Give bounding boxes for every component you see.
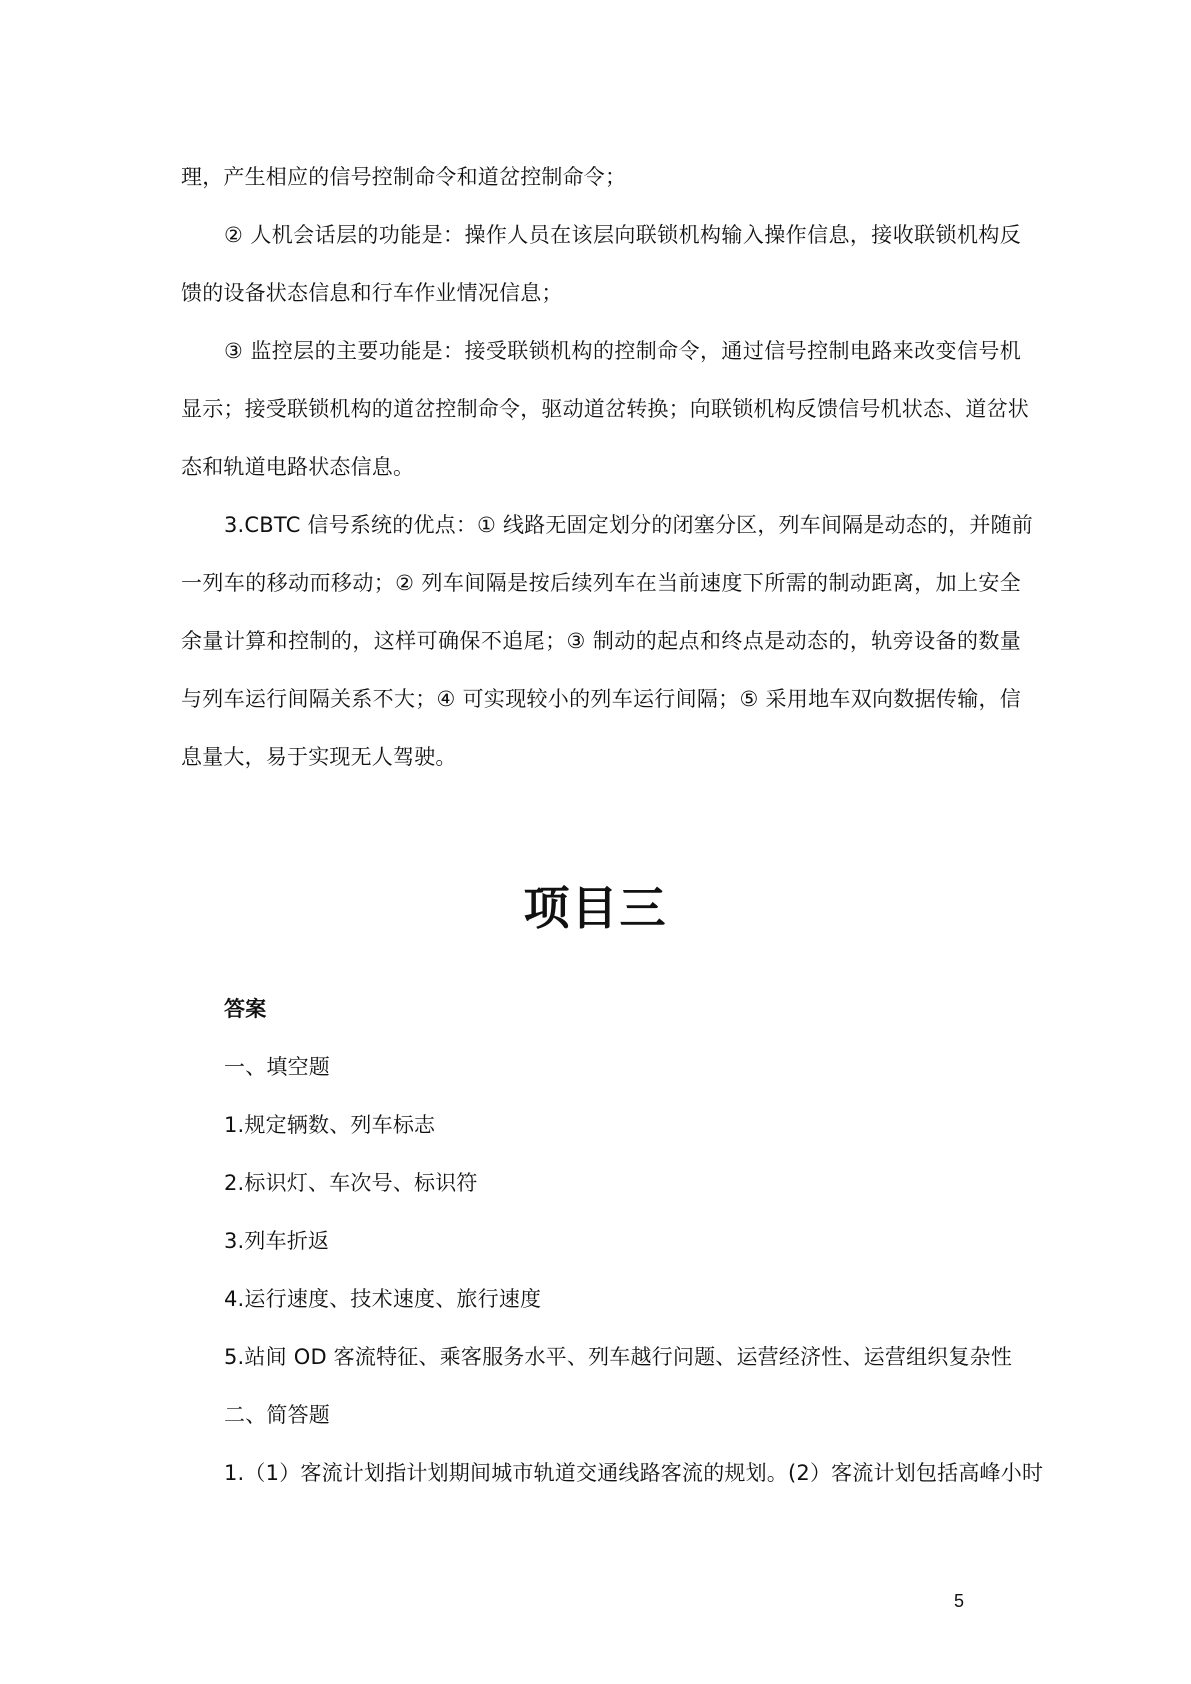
body-line: 理，产生相应的信号控制命令和道岔控制命令；: [181, 165, 627, 189]
body-line: ③ 监控层的主要功能是：接受联锁机构的控制命令，通过信号控制电路来改变信号机: [224, 339, 1021, 363]
answer-label: 答案: [224, 997, 267, 1021]
short-answer: 1.（1）客流计划指计划期间城市轨道交通线路客流的规划。(2）客流计划包括高峰小时: [224, 1461, 1044, 1485]
page-number: 5: [954, 1591, 965, 1611]
body-line: 与列车运行间隔关系不大；④ 可实现较小的列车运行间隔；⑤ 采用地车双向数据传输，信: [181, 687, 1021, 711]
fill-answer: 4.运行速度、技术速度、旅行速度: [224, 1287, 542, 1311]
body-line: 一列车的移动而移动；② 列车间隔是按后续列车在当前速度下所需的制动距离，加上安全: [181, 571, 1021, 595]
fill-answer: 2.标识灯、车次号、标识符: [224, 1171, 478, 1195]
fill-answer: 1.规定辆数、列车标志: [224, 1113, 436, 1137]
body-line: 余量计算和控制的，这样可确保不追尾；③ 制动的起点和终点是动态的，轨旁设备的数量: [181, 629, 1021, 653]
body-line: ② 人机会话层的功能是：操作人员在该层向联锁机构输入操作信息，接收联锁机构反: [224, 223, 1021, 247]
body-line: 馈的设备状态信息和行车作业情况信息；: [181, 281, 563, 305]
fill-answer: 5.站间 OD 客流特征、乘客服务水平、列车越行问题、运营经济性、运营组织复杂性: [224, 1345, 1013, 1369]
section-heading: 项目三: [523, 881, 668, 935]
body-line: 3.CBTC 信号系统的优点：① 线路无固定划分的闭塞分区，列车间隔是动态的，并随前: [224, 513, 1033, 537]
section-title-short: 二、简答题: [224, 1403, 330, 1427]
body-line: 态和轨道电路状态信息。: [181, 455, 415, 479]
body-line: 显示；接受联锁机构的道岔控制命令，驱动道岔转换；向联锁机构反馈信号机状态、道岔状: [181, 397, 1029, 421]
fill-answer: 3.列车折返: [224, 1229, 330, 1253]
body-line: 息量大，易于实现无人驾驶。: [181, 745, 457, 769]
section-title-fill: 一、填空题: [224, 1055, 330, 1079]
